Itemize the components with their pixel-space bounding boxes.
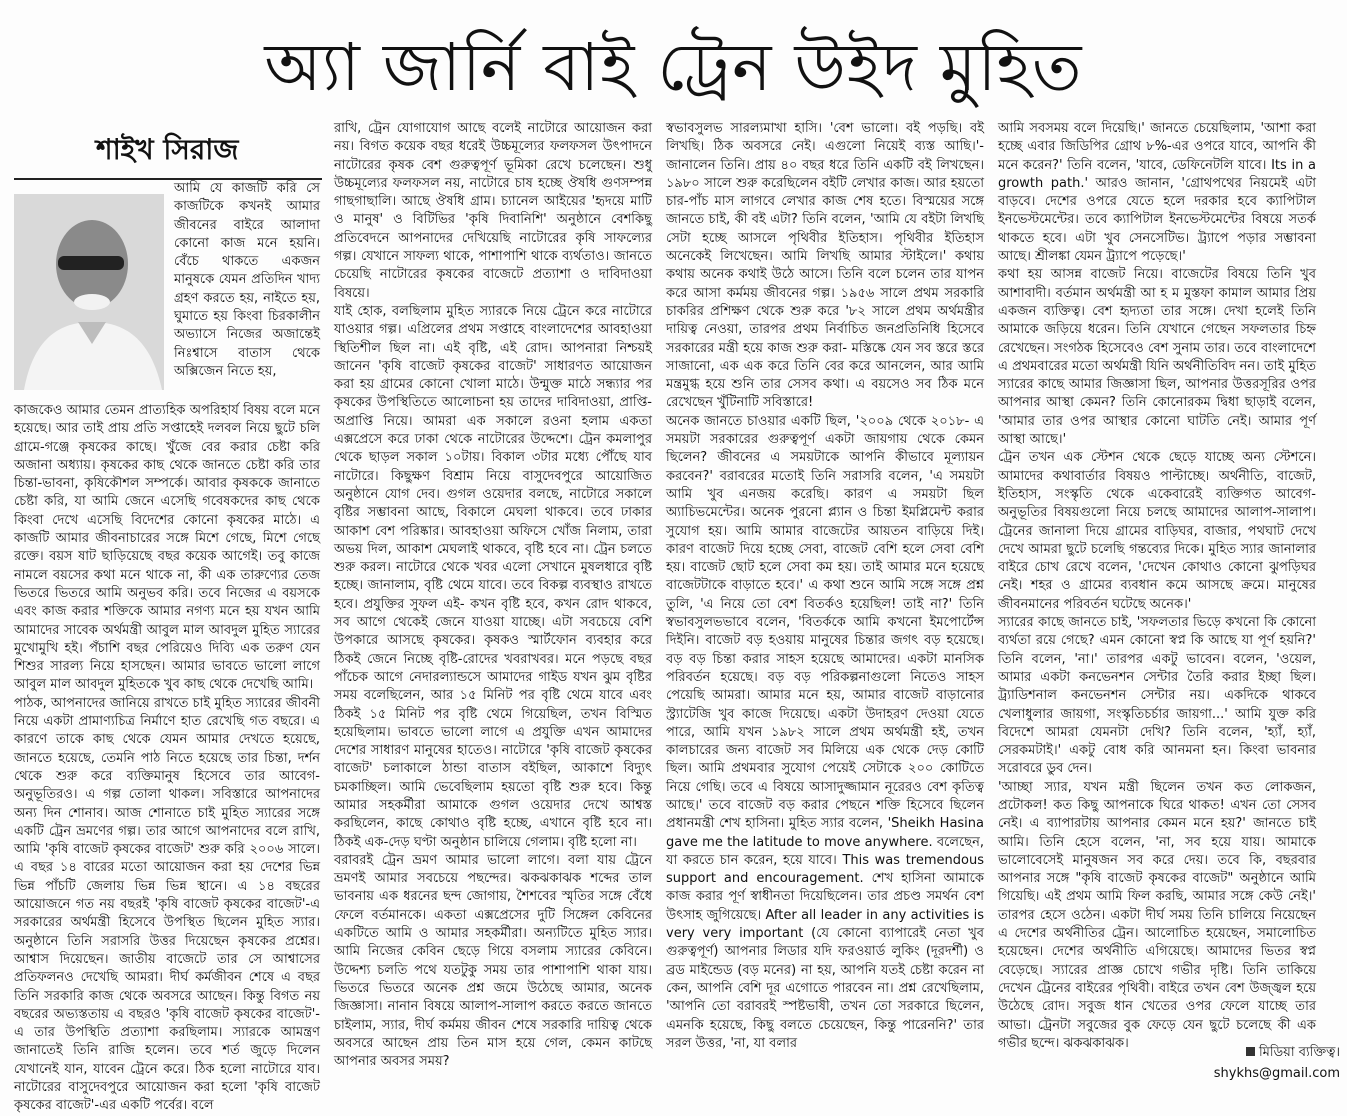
paragraph: যাই হোক, বলছিলাম মুহিত স্যারকে নিয়ে ট্রেনে করে নাটোরে যাওয়ার গল্প। এপ্রিলের প্রথম সপ্তাহে বাংলাদেশের আবহাওয়া স্থিতিশীল ছিল না। এই বৃষ্টি, এই রোদ। আপনারা নিশ্চয়ই জানেন 'কৃষি বাজেট কৃষকের বাজেট' সাধারণত আয়োজন করা হয় গ্রামের কোনো খোলা মাঠে। উন্মুক্ত মাঠে সন্ধ্যার পর কৃষকের উপস্থিতিতে আলোচনা হয় তাদের দাবিদাওয়া, প্রাপ্তি-অপ্রাপ্তি নিয়ে। আমরা এক সকালে রওনা হলাম একতা এক্সপ্রেসে করে ঢাকা থেকে নাটোরের উদ্দেশে। ট্রেন কমলাপুর থেকে ছাড়ল সকাল ১০টায়। বিকাল ৩টার মধ্যে পৌঁছে যাব নাটোরে। কিছুক্ষণ বিশ্রাম নিয়ে বাসুদেবপুরে আয়োজিত অনুষ্ঠানে যোগ দেব। গুগল ওয়েদার বলছে, নাটোরে সকালে বৃষ্টির সম্ভাবনা আছে, বিকালে মেঘলা থাকবে। তবে ঢাকার আকাশ বেশ পরিষ্কার। আবহাওয়া অফিসে খোঁজ নিলাম, তারা অভয় দিল, আকাশ মেঘলাই থাকবে, বৃষ্টি হবে না। ট্রেন চলতে শুরু করল। নাটোরে থেকে খবর এলো সেখানে মুষলধারে বৃষ্টি হচ্ছে। জানালাম, বৃষ্টি থেমে যাবে। তবে বিকল্প ব্যবস্থাও রাখতে হবে। প্রযুক্তির সুফল এই- কখন বৃষ্টি হবে, কখন রোদ থাকবে, সব আগে থেকেই জেনে যাওয়া যাচ্ছে। এটা সবচেয়ে বেশি উপকারে আসছে কৃষকের। কৃষকও স্মার্টফোন ব্যবহার করে ঠিকই জেনে নিচ্ছে বৃষ্টি-রোদের খবরাখবর। মনে পড়ছে বছর পাঁচেক আগে নেদারল্যান্ডসে আমাদের গাইড যখন ঝুম বৃষ্টির সময় বলেছিলেন, আর ১৫ মিনিট পর বৃষ্টি থেমে যাবে এবং ঠিকই ১৫ মিনিট পর বৃষ্টি থেমে গিয়েছিল, তখন বিস্মিত হয়েছিলাম। ভাবতে ভালো লাগে এ প্রযুক্তি এখন আমাদের দেশের সাধারণ মানুষের হাতেও। নাটোরে 'কৃষি বাজেট কৃষকের বাজেট' চলাকালে ঠান্ডা বাতাস বইছিল, আকাশে বিদ্যুৎ চমকাচ্ছিল। আমি ভেবেছিলাম হয়তো বৃষ্টি শুরু হবে। কিন্তু আমার সহকর্মীরা আমাকে গুগল ওয়েদার দেখে আশ্বস্ত করছিলেন, কাছে কোথাও বৃষ্টি হচ্ছে, এখানে বৃষ্টি হবে না। ঠিকই এক-দেড় ঘণ্টা অনুষ্ঠান চালিয়ে গেলাম। বৃষ্টি হলো না। <box>334 303 652 850</box>
paragraph: রাখি, ট্রেন যোগাযোগ আছে বলেই নাটোরে আয়োজন করা নয়। বিগত কয়েক বছর ধরেই উচ্চমূল্যের ফলফসল উৎপাদনে নাটোরের কৃষক বেশ গুরুত্বপূর্ণ ভূমিকা রেখে চলেছেন। শুধু উচ্চমূল্যের ফলফসল নয়, নাটোরে চাষ হচ্ছে ঔষধি গুণসম্পন্ন গাছগাছালি। আছে ঔষধি গ্রাম। চ্যানেল আইয়ের 'হৃদয়ে মাটি ও মানুষ' ও বিটিভির 'কৃষি দিবানিশি' অনুষ্ঠানে বেশকিছু প্রতিবেদনে আপনাদের দেখিয়েছি নাটোরের কৃষি সাফল্যের গল্প। যেখানে সাফল্য থাকে, পাশাপাশি থাকে ব্যর্থতাও। জানতে চেয়েছি নাটোরের কৃষকের বাজেটে প্রত্যাশা ও দাবিদাওয়া বিষয়ে। <box>334 121 652 301</box>
author-email: shykhs@gmail.com <box>1213 1066 1340 1081</box>
column-3 <box>666 120 984 1050</box>
author-photo <box>14 194 164 390</box>
square-bullet-icon <box>1246 1047 1255 1056</box>
column-1-bottom <box>14 402 320 1114</box>
paragraph: কথা হয় আসন্ন বাজেট নিয়ে। বাজেটের বিষয়ে তিনি খুব আশাবাদী। বর্তমান অর্থমন্ত্রী আ হ ম মুস্তফা কামাল আমার প্রিয় একজন ব্যক্তিত্ব। বেশ হৃদ্যতা তার সঙ্গে। দেখা হলেই তিনি আমাকে জড়িয়ে ধরেন। তিনি যেখানে গেছেন সফলতার চিহ্ন রেখেছেন। সংগঠক হিসেবেও বেশ সুনাম তার। তবে বাংলাদেশে এ প্রথমবারের মতো অর্থমন্ত্রী যিনি অর্থনীতিবিদ নন। তাই মুহিত স্যারের কাছে আমার জিজ্ঞাসা ছিল, আপনার উত্তরসূরির ওপর আপনার আস্থা কেমন? তিনি কোনোরকম দ্বিধা ছাড়াই বলেন, 'আমার তার ওপর আস্থার কোনো ঘাটতি নেই। আমার পূর্ণ আস্থা আছে।' <box>998 267 1316 448</box>
column-4 <box>998 120 1316 1051</box>
headline: অ্যা জার্নি বাই ট্রেন উইদ মুহিত <box>264 29 1083 106</box>
paragraph: স্যারের কাছে জানতে চাই, 'সফলতার ভিড়ে কখনো কি কোনো ব্যর্থতা রয়ে গেছে? এমন কোনো স্বপ্ন কি আছে যা পূর্ণ হয়নি?' তিনি বলেন, 'না।' তারপর একটু ভাবেন। বলেন, 'ওয়েল, আমার একটা কনভেনশন সেন্টার তৈরি করার ইচ্ছা ছিল। ট্র্যাডিশনাল কনভেনশন সেন্টার নয়। একদিকে থাকবে খেলাধুলার জায়গা, সংস্কৃতিচর্চার জায়গা...' আমি যুক্ত করি বিদেশে আমরা যেমনটা দেখি? তিনি বলেন, 'হ্যাঁ, হ্যাঁ, সেরকমটাই।' একটু বোধ করি আনমনা হন। কিংবা ভাবনার সরোবরে ডুব দেন। <box>998 615 1316 777</box>
paragraph: আমি যে কাজটি করি সে কাজটিকে কখনই আমার জীবনের বাইরে আলাদা কোনো কাজ মনে হয়নি। বেঁচে থাকতে একজন মানুষকে যেমন প্রতিদিন খাদ্য গ্রহণ করতে হয়, নাইতে হয়, ঘুমাতে হয় কিংবা চিরকালীন অভ্যাসে নিজের অজান্তেই নিঃশ্বাসে বাতাস থেকে অক্সিজেন নিতে হয়, <box>174 181 320 379</box>
paragraph: 'আচ্ছা স্যার, যখন মন্ত্রী ছিলেন তখন কত লোকজন, প্রটোকল! কত কিছু আপনাকে ঘিরে থাকত! এখন তো সেসব নেই। এ ব্যাপারটায় আপনার কেমন মনে হয়?' জানতে চাই আমি। তিনি হেসে বলেন, 'না, সব হয়ে যায়। আমাকে ভালোবেসেই মানুষজন সব করে দেয়। তবে কি, বছরবার আপনার সঙ্গে "কৃষি বাজেট কৃষকের বাজেট" অনুষ্ঠানে আমি গিয়েছি। এই প্রথম আমি ফিল করছি, আমার সঙ্গে কেউ নেই।' তারপর হেসে ওঠেন। একটা দীর্ঘ সময় তিনি চালিয়ে নিয়েছেন এ দেশের অর্থনীতির ট্রেন। আলোচিত হয়েছেন, সমালোচিত হয়েছেন। দেশের অর্থনীতি এগিয়েছে। আমাদের ভিতর স্বপ্ন বেড়েছে। স্যারের প্রাজ্ঞ চোখে গভীর দৃষ্টি। তিনি তাকিয়ে দেখেন ট্রেনের বাইরের পৃথিবী। বাইরে তখন বেশ উজ্জ্বল হয়ে উঠেছে রোদ। সবুজ ধান খেতের ওপর ফেলে যাচ্ছে তার আভা। ট্রেনটা সবুজের বুক ফেড়ে যেন ছুটে চলেছে কী এক গভীর ছন্দে। ঝকঝকাঝক। <box>998 779 1316 1051</box>
paragraph: ট্রেন তখন এক স্টেশন থেকে ছেড়ে যাচ্ছে অন্য স্টেশনে। আমাদের কথাবার্তার বিষয়ও পাল্টাচ্ছে। অর্থনীতি, বাজেট, ইতিহাস, সংস্কৃতি থেকে একেবারেই ব্যক্তিগত আবেগ-অনুভূতির বিষয়গুলো নিয়ে চলছে আমাদের আলাপ-সালাপ। ট্রেনের জানালা দিয়ে গ্রামের বাড়িঘর, বাজার, পথঘাট দেখে দেখে আমরা ছুটে চলেছি গন্তব্যের দিকে। মুহিত স্যার জানালার বাইরে চোখ রেখে বলেন, 'দেখেন কোথাও কোনো ঝুপড়িঘর নেই। শহর ও গ্রামের ব্যবধান কমে আসছে ক্রমে। মানুষের জীবনমানের পরিবর্তন ঘটেছে অনেক।' <box>998 450 1316 612</box>
paragraph: পাঠক, আপনাদের জানিয়ে রাখতে চাই মুহিত স্যারের জীবনী নিয়ে একটা প্রামাণ্যচিত্র নির্মাণে হাত রেখেছি গত বছরে। এ কারণে তাকে কাছ থেকে যেমন আমার দেখতে হয়েছে, জানতে হয়েছে, তেমনি পাঠ নিতে হয়েছে তার চিন্তা, দর্শন থেকে শুরু করে ব্যক্তিমানুষ হিসেবে তার আবেগ-অনুভূতিরও। এ গল্প তোলা থাকল। সবিস্তারে আপনাদের অন্য দিন শোনাব। আজ শোনাতে চাই মুহিত স্যারের সঙ্গে একটি ট্রেন ভ্রমণের গল্প। তার আগে আপনাদের বলে রাখি, আমি 'কৃষি বাজেট কৃষকের বাজেট' শুরু করি ২০০৬ সালে। এ বছর ১৪ বারের মতো আয়োজন করা হয় দেশের ভিন্ন ভিন্ন পাঁচটি জেলায় ভিন্ন ভিন্ন স্থানে। এ ১৪ বছরের আয়োজনে গত নয় বছরই 'কৃষি বাজেট কৃষকের বাজেট'-এ সরকারের অর্থমন্ত্রী হিসেবে উপস্থিত ছিলেন মুহিত স্যার। অনুষ্ঠানে তিনি সরাসরি উত্তর দিয়েছেন কৃষকের প্রশ্নের। আশ্বাস দিয়েছেন। জাতীয় বাজেটে তার সে আশ্বাসের প্রতিফলনও দেখেছি আমরা। দীর্ঘ কর্মজীবন শেষে এ বছর তিনি সরকারি কাজ থেকে অবসরে আছেন। কিন্তু বিগত নয় বছরের অভ্যস্ততায় এ বছরও 'কৃষি বাজেট কৃষকের বাজেট'-এ তার উপস্থিতি প্রত্যাশা করছিলাম। স্যারকে আমন্ত্রণ জানাতেই তিনি রাজি হলেন। তবে শর্ত জুড়ে দিলেন যেখানেই যান, যাবেন ট্রেনে করে। ঠিক হলো নাটোরে যাব। নাটোরের বাসুদেবপুরে আয়োজন করা হলো 'কৃষি বাজেট কৃষকের বাজেট'-এর একটি পর্বের। বলে <box>14 695 320 1114</box>
column-2 <box>334 120 652 1082</box>
column-1-top <box>174 180 320 402</box>
paragraph: আমি সবসময় বলে দিয়েছি।' জানতে চেয়েছিলাম, 'আশা করা হচ্ছে এবার জিডিপির গ্রোথ ৮%-এর ওপরে যাবে, আপনি কী মনে করেন?' তিনি বলেন, 'যাবে, ডেফিনেটলি যাবে। Its in a growth path.' আরও জানান, 'গ্রোথপথের নিয়মেই এটা বাড়বে। দেশের ওপরে যেতে হলে দরকার হবে ক্যাপিটাল ইনভেস্টমেন্টের। তবে ক্যাপিটাল ইনভেস্টমেন্টের বিষয়ে সতর্ক থাকতে হবে। এটা খুব সেনসেটিভ। ট্র্যাপে পড়ার সম্ভাবনা আছে। শ্রীলঙ্কা যেমন ট্র্যাপে পড়েছে।' <box>998 121 1316 265</box>
paragraph: বরাবরই ট্রেন ভ্রমণ আমার ভালো লাগে। বলা যায় ট্রেনে ভ্রমণই আমার সবচেয়ে পছন্দের। ঝকঝকাঝক শব্দের তাল ভাবনায় এক ধরনের ছন্দ জোগায়, শৈশবের স্মৃতির সঙ্গে বেঁধে ফেলে বর্তমানকে। একতা এক্সপ্রেসের দুটি সিঙ্গেল কেবিনের একটিতে আমি ও আমার সহকর্মীরা। অন্যটিতে মুহিত স্যার। আমি নিজের কেবিন ছেড়ে গিয়ে বসলাম স্যারের কেবিনে। উদ্দেশ্য চলতি পথে যতটুকু সময় তার পাশাপাশি থাকা যায়। ভিতরে ভিতরে অনেক প্রশ্ন জমে উঠেছে আমার, অনেক জিজ্ঞাসা। নানান বিষয়ে আলাপ-সালাপ করতে করতে জানতে চাইলাম, স্যার, দীর্ঘ কর্মময় জীবন শেষে সরকারি দায়িত্ব থেকে অবসরে আছেন প্রায় তিন মাস হয়ে গেল, কেমন কাটছে আপনার অবসর সময়? <box>334 852 652 1070</box>
author-portrait-icon <box>14 194 164 390</box>
paragraph: স্বভাবসুলভ সারল্যমাখা হাসি। 'বেশ ভালো। বই পড়ছি। বই লিখছি। ঠিক অবসরে নেই। এগুলো নিয়েই ব্যস্ত আছি।'- জানালেন তিনি। প্রায় ৪০ বছর ধরে তিনি একটি বই লিখছেন। ১৯৮০ সালে শুরু করেছিলেন বইটি লেখার কাজ। আর হয়তো চার-পাঁচ মাস লাগবে লেখার কাজ শেষ হতে। বিস্ময়ের সঙ্গে জানতে চাই, কী বই এটা? তিনি বলেন, 'আমি যে বইটা লিখছি সেটা হচ্ছে আসলে পৃথিবীর ইতিহাস। পৃথিবীর ইতিহাস অনেকেই লিখেছেন। আমি লিখছি আমার স্টাইলে।' কথায় কথায় অনেক কথাই উঠে আসে। তিনি বলে চলেন তার যাপন করে আসা কর্মময় জীবনের গল্প। ১৯৫৬ সালে প্রথম সরকারি চাকরির প্রশিক্ষণ থেকে শুরু করে '৮২ সালে প্রথম অর্থমন্ত্রীর দায়িত্ব নেওয়া, তারপর প্রথম নির্বাচিত জনপ্রতিনিধি হিসেবে সরকারের মন্ত্রী হয়ে কাজ শুরু করা- মস্তিষ্কে যেন সব স্তরে স্তরে সাজানো, এক এক করে তিনি বের করে আনলেন, আর আমি মন্ত্রমুগ্ধ হয়ে শুনি তার সেসব কথা। এ বয়সেও সব ঠিক মনে রেখেছেন খুঁটিনাটি সবিস্তারে! <box>666 121 984 411</box>
author-designation: মিডিয়া ব্যক্তিত্ব। <box>1258 1045 1340 1060</box>
author-credit <box>1190 1044 1340 1062</box>
byline: শাইখ সিরাজ <box>96 133 239 166</box>
paragraph: অনেক জানতে চাওয়ার একটি ছিল, '২০০৯ থেকে ২০১৮- এ সময়টা সরকারের গুরুত্বপূর্ণ একটা জায়গায় থেকে কেমন ছিলেন? জীবনের এ সময়টাকে আপনি কীভাবে মূল্যায়ন করবেন?' বরাবরের মতোই তিনি সরাসরি বলেন, 'এ সময়টা আমি খুব এনজয় করেছি। কারণ এ সময়টা ছিল অ্যাচিভমেন্টের। অনেক পুরনো প্ল্যান ও চিন্তা ইমপ্লিমেন্ট করার সুযোগ হয়। আমি আমার বাজেটের আয়তন বাড়িয়ে দিই। কারণ বাজেট দিয়ে হচ্ছে সেবা, বাজেট বেশি হলে সেবা বেশি হয়। বাজেট ছোট হলে সেবা কম হয়। তাই আমার মনে হয়েছে বাজেটটাকে বাড়াতে হবে।' এ কথা শুনে আমি সঙ্গে সঙ্গে প্রশ্ন তুলি, 'এ নিয়ে তো বেশ বিতর্কও হয়েছিল! তাই না?' তিনি স্বভাবসুলভভাবে বলেন, 'বিতর্ককে আমি কখনো ইমপোর্টেন্স দিইনি। বাজেট বড় হওয়ায় মানুষের চিন্তার জগৎ বড় হয়েছে। বড় বড় চিন্তা করার সাহস হয়েছে আমাদের। একটা মানসিক পরিবর্তন হয়েছে। বড় বড় পরিকল্পনাগুলো নিতেও সাহস পেয়েছি আমরা। আমার মনে হয়, আমার বাজেট বাড়ানোর স্ট্র্যাটেজি খুব কাজে দিয়েছে। একটা উদাহরণ দেওয়া যেতে পারে, আমি যখন ১৯৮২ সালে প্রথম অর্থমন্ত্রী হই, তখন কালচারের জন্য বাজেট সব মিলিয়ে এক থেকে দেড় কোটি ছিল। আমি প্রথমবার সুযোগ পেয়েই সেটাকে ২০০ কোটিতে নিয়ে গেছি। তবে এ বিষয়ে আসাদুজ্জামান নূরেরও বেশ কৃতিত্ব আছে।' তবে বাজেট বড় করার পেছনে শক্তি হিসেবে ছিলেন প্রধানমন্ত্রী শেখ হাসিনা। মুহিত স্যার বলেন, 'Sheikh Hasina gave me the latitude to move anywhere. বলেছেন, যা করতে চান করেন, হয়ে যাবে। This was tremendous support and encouragement. শেখ হাসিনা আমাকে কাজ করার পূর্ণ স্বাধীনতা দিয়েছিলেন। তার প্রচণ্ড সমর্থন বেশ উৎসাহ জুগিয়েছে। After all leader in any activities is very very important (যে কোনো ব্যাপারেই নেতা খুব গুরুত্বপূর্ণ) আপনার লিডার যদি ফরওয়ার্ড লুকিং (দূরদর্শী) ও ব্রড মাইন্ডেড (বড় মনের) না হয়, আপনি যতই চেষ্টা করেন না কেন, আপনি বেশি দূর এগোতে পারবেন না। প্রশ্ন রেখেছিলাম, 'আপনি তো বরাবরই স্পষ্টভাষী, তখন তো সরকারে ছিলেন, এমনকি হয়েছে, কিছু বলতে চেয়েছেন, কিন্তু পারেননি?' তার সরল উত্তর, 'না, যা বলার <box>666 413 984 1051</box>
paragraph: কাজকেও আমার তেমন প্রাত্যহিক অপরিহার্য বিষয় বলে মনে হয়েছে। আর তাই প্রায় প্রতি সপ্তাহেই দলবল নিয়ে ছুটে চলি গ্রামে-গঞ্জে কৃষকের কাছে। খুঁজে বের করার চেষ্টা করি অজানা অধ্যায়। কৃষকের কাছ থেকে জানতে চেষ্টা করি তার চিন্তা-ভাবনা, কৃষিকৌশল সম্পর্কে। আবার কৃষককে জানাতে চেষ্টা করি, যা আমি জেনে এসেছি গবেষকদের কাছ থেকে কিংবা দেখে এসেছি বিদেশের কোনো কৃষকের মাঠে। এ কাজটি আমার জীবনাচারের সঙ্গে মিশে গেছে, মিশে গেছে রক্তে। বয়স ষাট ছাড়িয়েছে বছর কয়েক আগেই। তবু কাজে নামলে বয়সের কথা মনে থাকে না, কী এক তারুণ্যের তেজ ভিতরে ভিতরে আমি অনুভব করি। তবে নিজের এ বয়সকে এবং কাজ করার শক্তিকে আমার নগণ্য মনে হয় যখন আমি আমাদের সাবেক অর্থমন্ত্রী আবুল মাল আবদুল মুহিত স্যারের মুখোমুখি হই। পঁচাশি বছর পেরিয়েও দিব্যি এক তরুণ যেন শিশুর সারল্য নিয়ে হাসছেন। আমার ভাবতে ভালো লাগে আবুল মাল আবদুল মুহিতকে খুব কাছ থেকে দেখেছি আমি। <box>14 403 320 693</box>
